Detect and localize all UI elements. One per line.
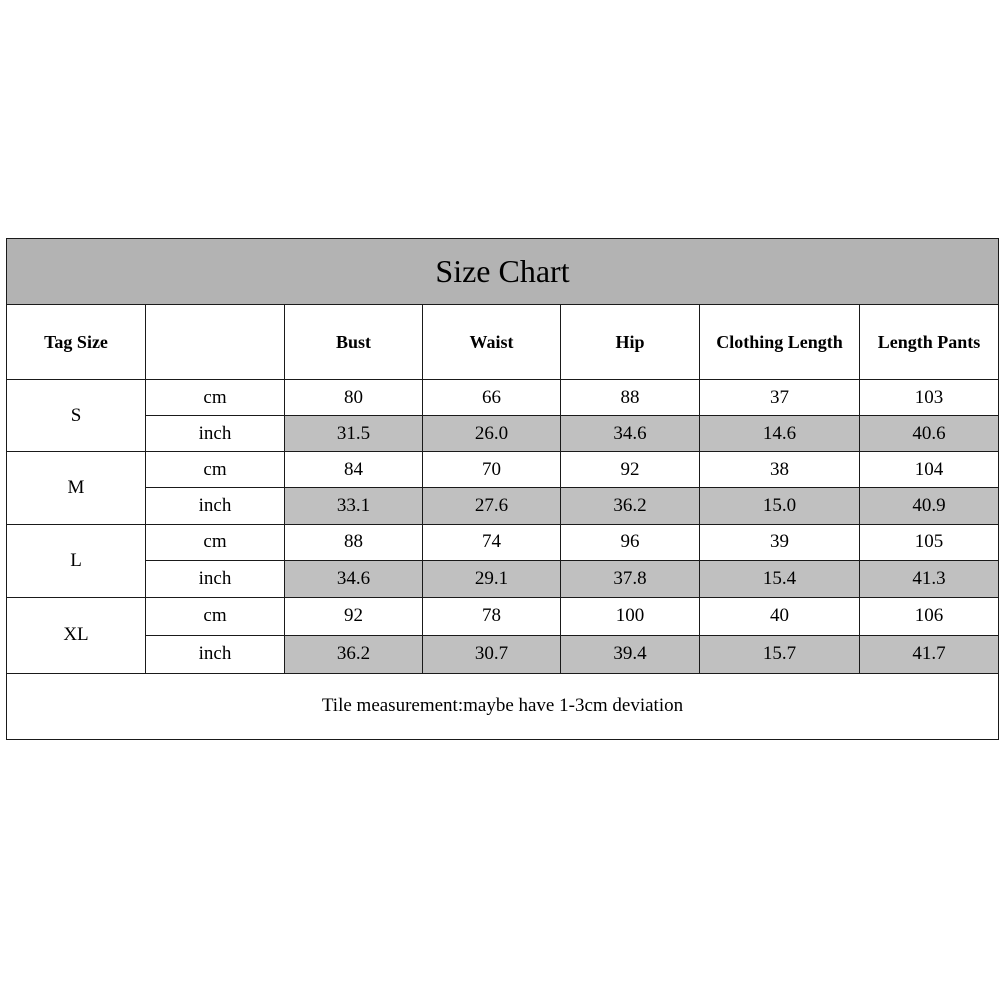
header-tag-size: Tag Size — [7, 305, 146, 380]
bust-cell: 36.2 — [285, 635, 423, 673]
hip-cell: 100 — [561, 597, 700, 635]
table-row — [7, 416, 999, 452]
size-chart-table — [6, 238, 999, 740]
length-pants-cell: 105 — [860, 524, 999, 560]
bust-cell: 92 — [285, 597, 423, 635]
table-row — [7, 560, 999, 597]
table-row — [7, 635, 999, 673]
clothing-length-cell: 37 — [700, 380, 860, 416]
waist-cell: 27.6 — [423, 488, 561, 524]
clothing-length-cell: 15.7 — [700, 635, 860, 673]
bust-cell: 84 — [285, 452, 423, 488]
table-row — [7, 488, 999, 524]
waist-cell: 78 — [423, 597, 561, 635]
table-row — [7, 452, 999, 488]
waist-cell: 29.1 — [423, 560, 561, 597]
waist-cell: 70 — [423, 452, 561, 488]
header-clothing-length: Clothing Length — [700, 305, 860, 380]
hip-cell: 96 — [561, 524, 700, 560]
hip-cell: 36.2 — [561, 488, 700, 524]
size-label: L — [7, 524, 146, 597]
unit-label: cm — [146, 380, 285, 416]
table-row — [7, 380, 999, 416]
header-bust: Bust — [285, 305, 423, 380]
header-unit — [146, 305, 285, 380]
clothing-length-cell: 15.4 — [700, 560, 860, 597]
hip-cell: 88 — [561, 380, 700, 416]
length-pants-cell: 41.7 — [860, 635, 999, 673]
bust-cell: 33.1 — [285, 488, 423, 524]
hip-cell: 37.8 — [561, 560, 700, 597]
waist-cell: 26.0 — [423, 416, 561, 452]
bust-cell: 88 — [285, 524, 423, 560]
waist-cell: 30.7 — [423, 635, 561, 673]
clothing-length-cell: 40 — [700, 597, 860, 635]
header-hip: Hip — [561, 305, 700, 380]
header-length-pants: Length Pants — [860, 305, 999, 380]
length-pants-cell: 40.9 — [860, 488, 999, 524]
clothing-length-cell: 14.6 — [700, 416, 860, 452]
unit-label: cm — [146, 452, 285, 488]
clothing-length-cell: 38 — [700, 452, 860, 488]
unit-label: inch — [146, 416, 285, 452]
length-pants-cell: 40.6 — [860, 416, 999, 452]
unit-label: inch — [146, 488, 285, 524]
unit-label: cm — [146, 597, 285, 635]
hip-cell: 92 — [561, 452, 700, 488]
measurement-note: Tile measurement:maybe have 1-3cm deviation — [7, 673, 999, 739]
table-row — [7, 597, 999, 635]
bust-cell: 31.5 — [285, 416, 423, 452]
size-label: M — [7, 452, 146, 524]
length-pants-cell: 106 — [860, 597, 999, 635]
waist-cell: 74 — [423, 524, 561, 560]
header-waist: Waist — [423, 305, 561, 380]
bust-cell: 34.6 — [285, 560, 423, 597]
waist-cell: 66 — [423, 380, 561, 416]
hip-cell: 34.6 — [561, 416, 700, 452]
unit-label: cm — [146, 524, 285, 560]
hip-cell: 39.4 — [561, 635, 700, 673]
length-pants-cell: 41.3 — [860, 560, 999, 597]
length-pants-cell: 103 — [860, 380, 999, 416]
clothing-length-cell: 15.0 — [700, 488, 860, 524]
size-label: S — [7, 380, 146, 452]
size-label: XL — [7, 597, 146, 673]
chart-title: Size Chart — [7, 239, 999, 305]
clothing-length-cell: 39 — [700, 524, 860, 560]
length-pants-cell: 104 — [860, 452, 999, 488]
bust-cell: 80 — [285, 380, 423, 416]
table-row — [7, 524, 999, 560]
unit-label: inch — [146, 635, 285, 673]
unit-label: inch — [146, 560, 285, 597]
